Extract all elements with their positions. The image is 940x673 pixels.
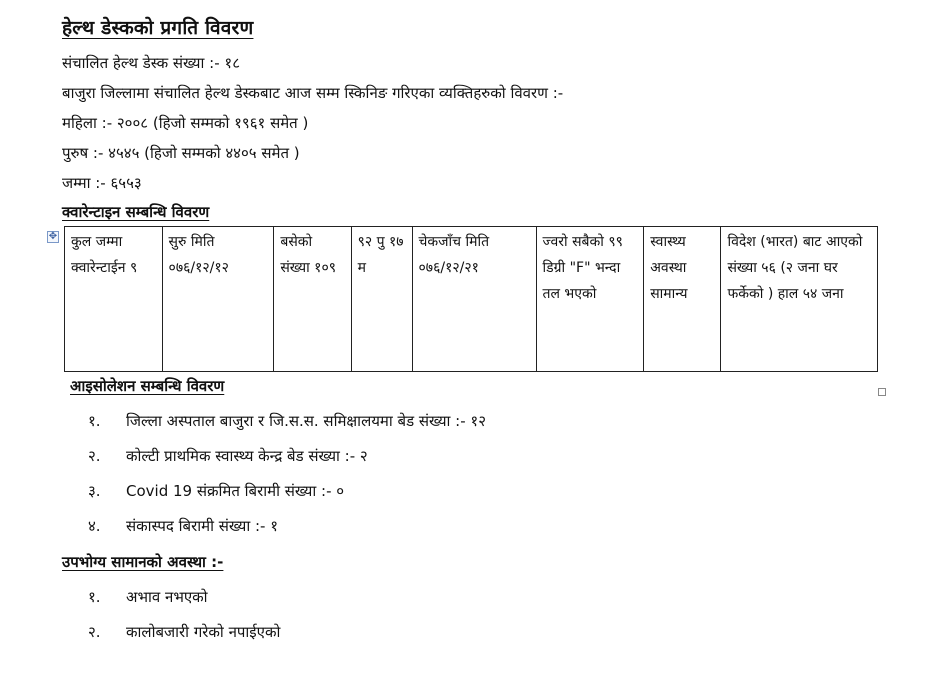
screening-intro: बाजुरा जिल्लामा संचालित हेल्थ डेस्कबाट आज सम्म स्किनिङ गरिएका व्यक्तिहरुको विवरण :- xyxy=(62,84,564,102)
move-cross-icon[interactable]: ✥ xyxy=(48,231,58,242)
isolation-heading: आइसोलेशन सम्बन्धि विवरण xyxy=(70,377,225,395)
list-item: ३. Covid 19 संक्रमित बिरामी संख्या :- ० xyxy=(88,482,345,500)
female-count: महिला :- २००८ (हिजो सम्मको १९६१ समेत ) xyxy=(62,114,309,132)
table-cell-health-status: स्वास्थ्य अवस्था सामान्य xyxy=(644,227,721,372)
supplies-list xyxy=(62,580,892,650)
table-cell-total-quarantine: कुल जम्मा क्वारेन्टाईन ९ xyxy=(65,227,163,372)
supplies-heading: उपभोग्य सामानको अवस्था :- xyxy=(62,553,224,571)
list-item: १. जिल्ला अस्पताल बाजुरा र जि.स.स. समिक्षालयमा बेड संख्या :- १२ xyxy=(88,412,487,430)
health-desk-count: संचालित हेल्थ डेस्क संख्या :- १८ xyxy=(62,54,240,72)
table-cell-start-date: सुरु मिति ०७६/१२/१२ xyxy=(162,227,274,372)
page-title: हेल्थ डेस्कको प्रगति विवरण xyxy=(62,17,254,39)
quarantine-table xyxy=(64,226,878,372)
list-item: ४. संकास्पद बिरामी संख्या :- १ xyxy=(88,517,279,535)
table-row xyxy=(65,227,878,372)
table-cell-gender-split: ९२ पु १७ म xyxy=(351,227,412,372)
quarantine-heading: क्वारेन्टाइन सम्बन्धि विवरण xyxy=(62,203,210,221)
total-count: जम्मा :- ६५५३ xyxy=(62,174,142,192)
list-item: २. कोल्टी प्राथमिक स्वास्थ्य केन्द्र बेड संख्या :- २ xyxy=(88,447,368,465)
list-item: २. कालोबजारी गरेको नपाईएको xyxy=(88,623,281,641)
document-page xyxy=(48,14,892,656)
table-cell-fever-status: ज्वरो सबैको ९९ डिग्री "F" भन्दा तल भएको xyxy=(536,227,644,372)
isolation-list xyxy=(62,404,892,544)
male-count: पुरुष :- ४५४५ (हिजो सम्मको ४४०५ समेत ) xyxy=(62,144,300,162)
table-cell-checkup-date: चेकजाँच मिति ०७६/१२/२१ xyxy=(412,227,536,372)
table-cell-staying-count: बसेको संख्या १०९ xyxy=(274,227,351,372)
resize-square-icon[interactable] xyxy=(878,388,886,396)
list-item: १. अभाव नभएको xyxy=(88,588,208,606)
table-cell-abroad-count: विदेश (भारत) बाट आएको संख्या ५६ (२ जना घर फर्केको ) हाल ५४ जना xyxy=(721,227,878,372)
